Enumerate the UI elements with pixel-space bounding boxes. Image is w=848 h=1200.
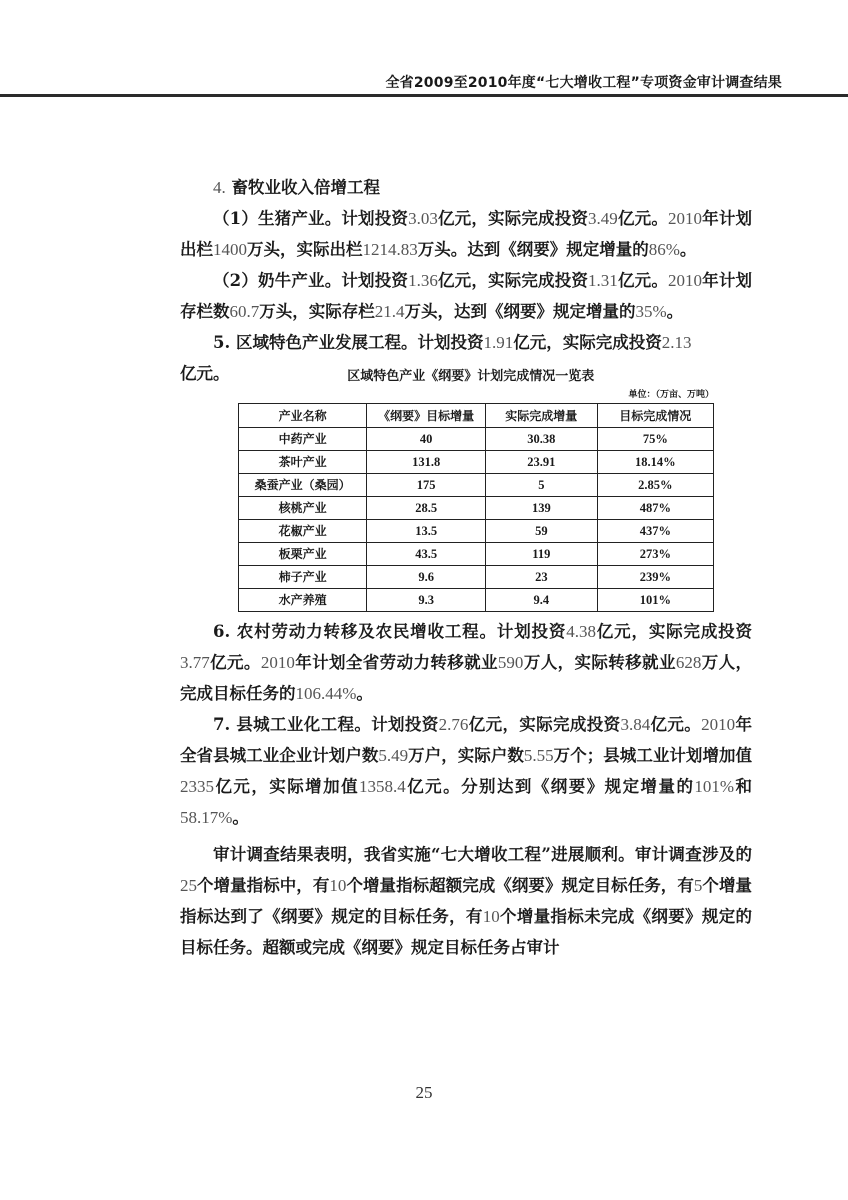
numeric-value: 3.77 xyxy=(180,653,210,672)
table-cell: 18.14% xyxy=(597,451,713,474)
numeric-value: 1358.4 xyxy=(359,777,406,796)
header-actual-increase: 实际完成增量 xyxy=(486,404,598,428)
table-cell: 40 xyxy=(367,428,486,451)
text-span: 个增量指标未完成《纲要》规定的目标任务。超额或完成《纲要》规定目标任务占审计 xyxy=(180,907,753,957)
numeric-value: 10 xyxy=(482,907,500,926)
table-cell: 119 xyxy=(486,543,598,566)
table-cell: 23.91 xyxy=(486,451,598,474)
section-5-tail-row xyxy=(180,358,752,389)
text-span: 个增量指标超额完成《纲要》规定目标任务，有 xyxy=(346,876,694,895)
table-cell: 13.5 xyxy=(367,520,486,543)
table-row xyxy=(239,566,714,589)
table-cell: 水产养殖 xyxy=(239,589,367,612)
text-span: 亿元，实际完成投资 xyxy=(437,209,589,228)
table-row xyxy=(239,497,714,520)
numeric-value: 1.36 xyxy=(408,271,438,290)
text-span: 。 xyxy=(356,684,373,703)
text-span: 年计划出栏 xyxy=(180,209,753,259)
table-cell: 5 xyxy=(486,474,598,497)
table-cell: 花椒产业 xyxy=(239,520,367,543)
text-span: 万头。达到《纲要》规定增量的 xyxy=(417,240,649,259)
table-cell: 28.5 xyxy=(367,497,486,520)
section-4-pig-paragraph xyxy=(180,203,752,265)
text-span: 亿元。 xyxy=(617,271,668,290)
text-span: （2）奶牛产业。计划投资 xyxy=(213,271,409,290)
text-span: 亿元。 xyxy=(209,653,261,672)
numeric-value: 5 xyxy=(693,876,703,895)
table-cell: 柿子产业 xyxy=(239,566,367,589)
numeric-value: 101% xyxy=(694,777,735,796)
table-cell: 30.38 xyxy=(486,428,598,451)
table-cell: 桑蚕产业（桑园） xyxy=(239,474,367,497)
table-cell: 273% xyxy=(597,543,713,566)
text-span: 和 xyxy=(734,777,753,796)
numeric-value: 2010 xyxy=(668,209,702,228)
section-5-paragraph xyxy=(180,327,752,358)
table-cell: 131.8 xyxy=(367,451,486,474)
conclusion-paragraph xyxy=(180,839,752,963)
regional-industry-table-block xyxy=(238,389,714,612)
numeric-value: 1214.83 xyxy=(362,240,418,259)
header-industry-name: 产业名称 xyxy=(239,404,367,428)
page-number: 25 xyxy=(415,1083,433,1102)
table-cell: 75% xyxy=(597,428,713,451)
numeric-value: 2335 xyxy=(180,777,214,796)
numeric-value: 2.13 xyxy=(661,333,692,352)
section-7-paragraph xyxy=(180,709,752,833)
running-header-title: 全省2009至2010年度“七大增收工程”专项资金审计调查结果 xyxy=(385,75,782,91)
table-cell: 43.5 xyxy=(367,543,486,566)
numeric-value: 86% xyxy=(648,240,680,259)
text-span: 。 xyxy=(679,240,697,259)
text-span: 亿元。 xyxy=(650,715,702,734)
text-span: 亿元，实际完成投资 xyxy=(595,622,752,641)
text-span: 审计调查结果表明，我省实施“七大增收工程”进展顺利。审计调查涉及的 xyxy=(213,845,752,864)
numeric-value: 590 xyxy=(497,653,524,672)
page-body xyxy=(180,172,752,963)
numeric-value: 60.7 xyxy=(229,302,260,321)
table-cell: 23 xyxy=(486,566,598,589)
running-header xyxy=(0,68,848,97)
section-6-paragraph xyxy=(180,616,752,709)
numeric-value: 35% xyxy=(635,302,667,321)
text-span: 个增量指标中，有 xyxy=(197,876,330,895)
table-cell: 101% xyxy=(597,589,713,612)
numeric-value: 5.49 xyxy=(378,746,409,765)
table-cell: 487% xyxy=(597,497,713,520)
numeric-value: 3.49 xyxy=(588,209,618,228)
table-cell: 核桃产业 xyxy=(239,497,367,520)
numeric-value: 2.76 xyxy=(438,715,469,734)
text-span: 万个；县城工业计划增加值 xyxy=(553,746,752,765)
text-span: 亿元，实际完成投资 xyxy=(513,333,662,352)
table-cell: 板栗产业 xyxy=(239,543,367,566)
table-cell: 中药产业 xyxy=(239,428,367,451)
section-4-number: 4. xyxy=(213,178,226,197)
table-cell: 茶叶产业 xyxy=(239,451,367,474)
text-span: 亿元，实际增加值 xyxy=(214,777,360,796)
table-unit: 单位：（万亩、万吨） xyxy=(628,390,714,400)
text-span: 万人，完成目标任务的 xyxy=(180,653,753,703)
text-span: 。 xyxy=(232,808,249,827)
regional-industry-table xyxy=(238,403,714,612)
text-span: 6. 农村劳动力转移及农民增收工程。计划投资 xyxy=(213,622,567,641)
numeric-value: 106.44% xyxy=(295,684,357,703)
numeric-value: 3.84 xyxy=(620,715,651,734)
table-title: 区域特色产业《纲要》计划完成情况一览表 xyxy=(347,369,595,384)
numeric-value: 3.03 xyxy=(408,209,438,228)
numeric-value: 2010 xyxy=(260,653,295,672)
table-row xyxy=(239,543,714,566)
table-cell: 9.3 xyxy=(367,589,486,612)
header-completion-status: 目标完成情况 xyxy=(597,404,713,428)
text-span: 年计划全省劳动力转移就业 xyxy=(294,653,498,672)
section-5-tail: 亿元。 xyxy=(180,364,230,383)
numeric-value: 2010 xyxy=(701,715,736,734)
table-cell: 59 xyxy=(486,520,598,543)
text-span: 5. 区域特色产业发展工程。计划投资 xyxy=(213,333,484,352)
table-cell: 239% xyxy=(597,566,713,589)
numeric-value: 5.55 xyxy=(523,746,554,765)
numeric-value: 1.91 xyxy=(483,333,514,352)
numeric-value: 4.38 xyxy=(566,622,596,641)
section-4-heading xyxy=(180,172,752,203)
section-4-dairy-paragraph xyxy=(180,265,752,327)
text-span: 万人，实际转移就业 xyxy=(523,653,676,672)
text-span: 万头，实际存栏 xyxy=(259,302,375,321)
table-cell: 9.4 xyxy=(486,589,598,612)
text-span: 年计划存栏数 xyxy=(180,271,753,321)
numeric-value: 10 xyxy=(329,876,347,895)
table-row xyxy=(239,428,714,451)
table-cell: 175 xyxy=(367,474,486,497)
text-span: 万头，达到《纲要》规定增量的 xyxy=(404,302,636,321)
table-cell: 139 xyxy=(486,497,598,520)
table-cell: 9.6 xyxy=(367,566,486,589)
table-cell: 437% xyxy=(597,520,713,543)
text-span: 年全省县城工业企业计划户数 xyxy=(180,715,752,765)
table-row xyxy=(239,474,714,497)
table-cell: 2.85% xyxy=(597,474,713,497)
text-span: 个增量指标达到了《纲要》规定的目标任务，有 xyxy=(180,876,753,926)
text-span: 。 xyxy=(666,302,684,321)
numeric-value: 1.31 xyxy=(588,271,618,290)
numeric-value: 21.4 xyxy=(374,302,405,321)
numeric-value: 25 xyxy=(180,876,197,895)
text-span: 亿元，实际完成投资 xyxy=(468,715,621,734)
text-span: 万户，实际户数 xyxy=(408,746,524,765)
text-span: 万头，实际出栏 xyxy=(247,240,363,259)
numeric-value: 628 xyxy=(675,653,702,672)
text-span: 亿元。 xyxy=(617,209,668,228)
text-span: 亿元，实际完成投资 xyxy=(437,271,589,290)
section-4-title: 畜牧业收入倍增工程 xyxy=(231,178,380,197)
numeric-value: 1400 xyxy=(213,240,247,259)
table-header-row xyxy=(239,404,714,428)
text-span: 亿元。分别达到《纲要》规定增量的 xyxy=(405,777,695,796)
header-target-increase: 《纲要》目标增量 xyxy=(367,404,486,428)
numeric-value: 2010 xyxy=(668,271,702,290)
text-span: 7. 县城工业化工程。计划投资 xyxy=(213,715,439,734)
text-span: （1）生猪产业。计划投资 xyxy=(213,209,409,228)
numeric-value: 58.17% xyxy=(180,808,233,827)
table-row xyxy=(239,589,714,612)
table-row xyxy=(239,520,714,543)
table-row xyxy=(239,451,714,474)
